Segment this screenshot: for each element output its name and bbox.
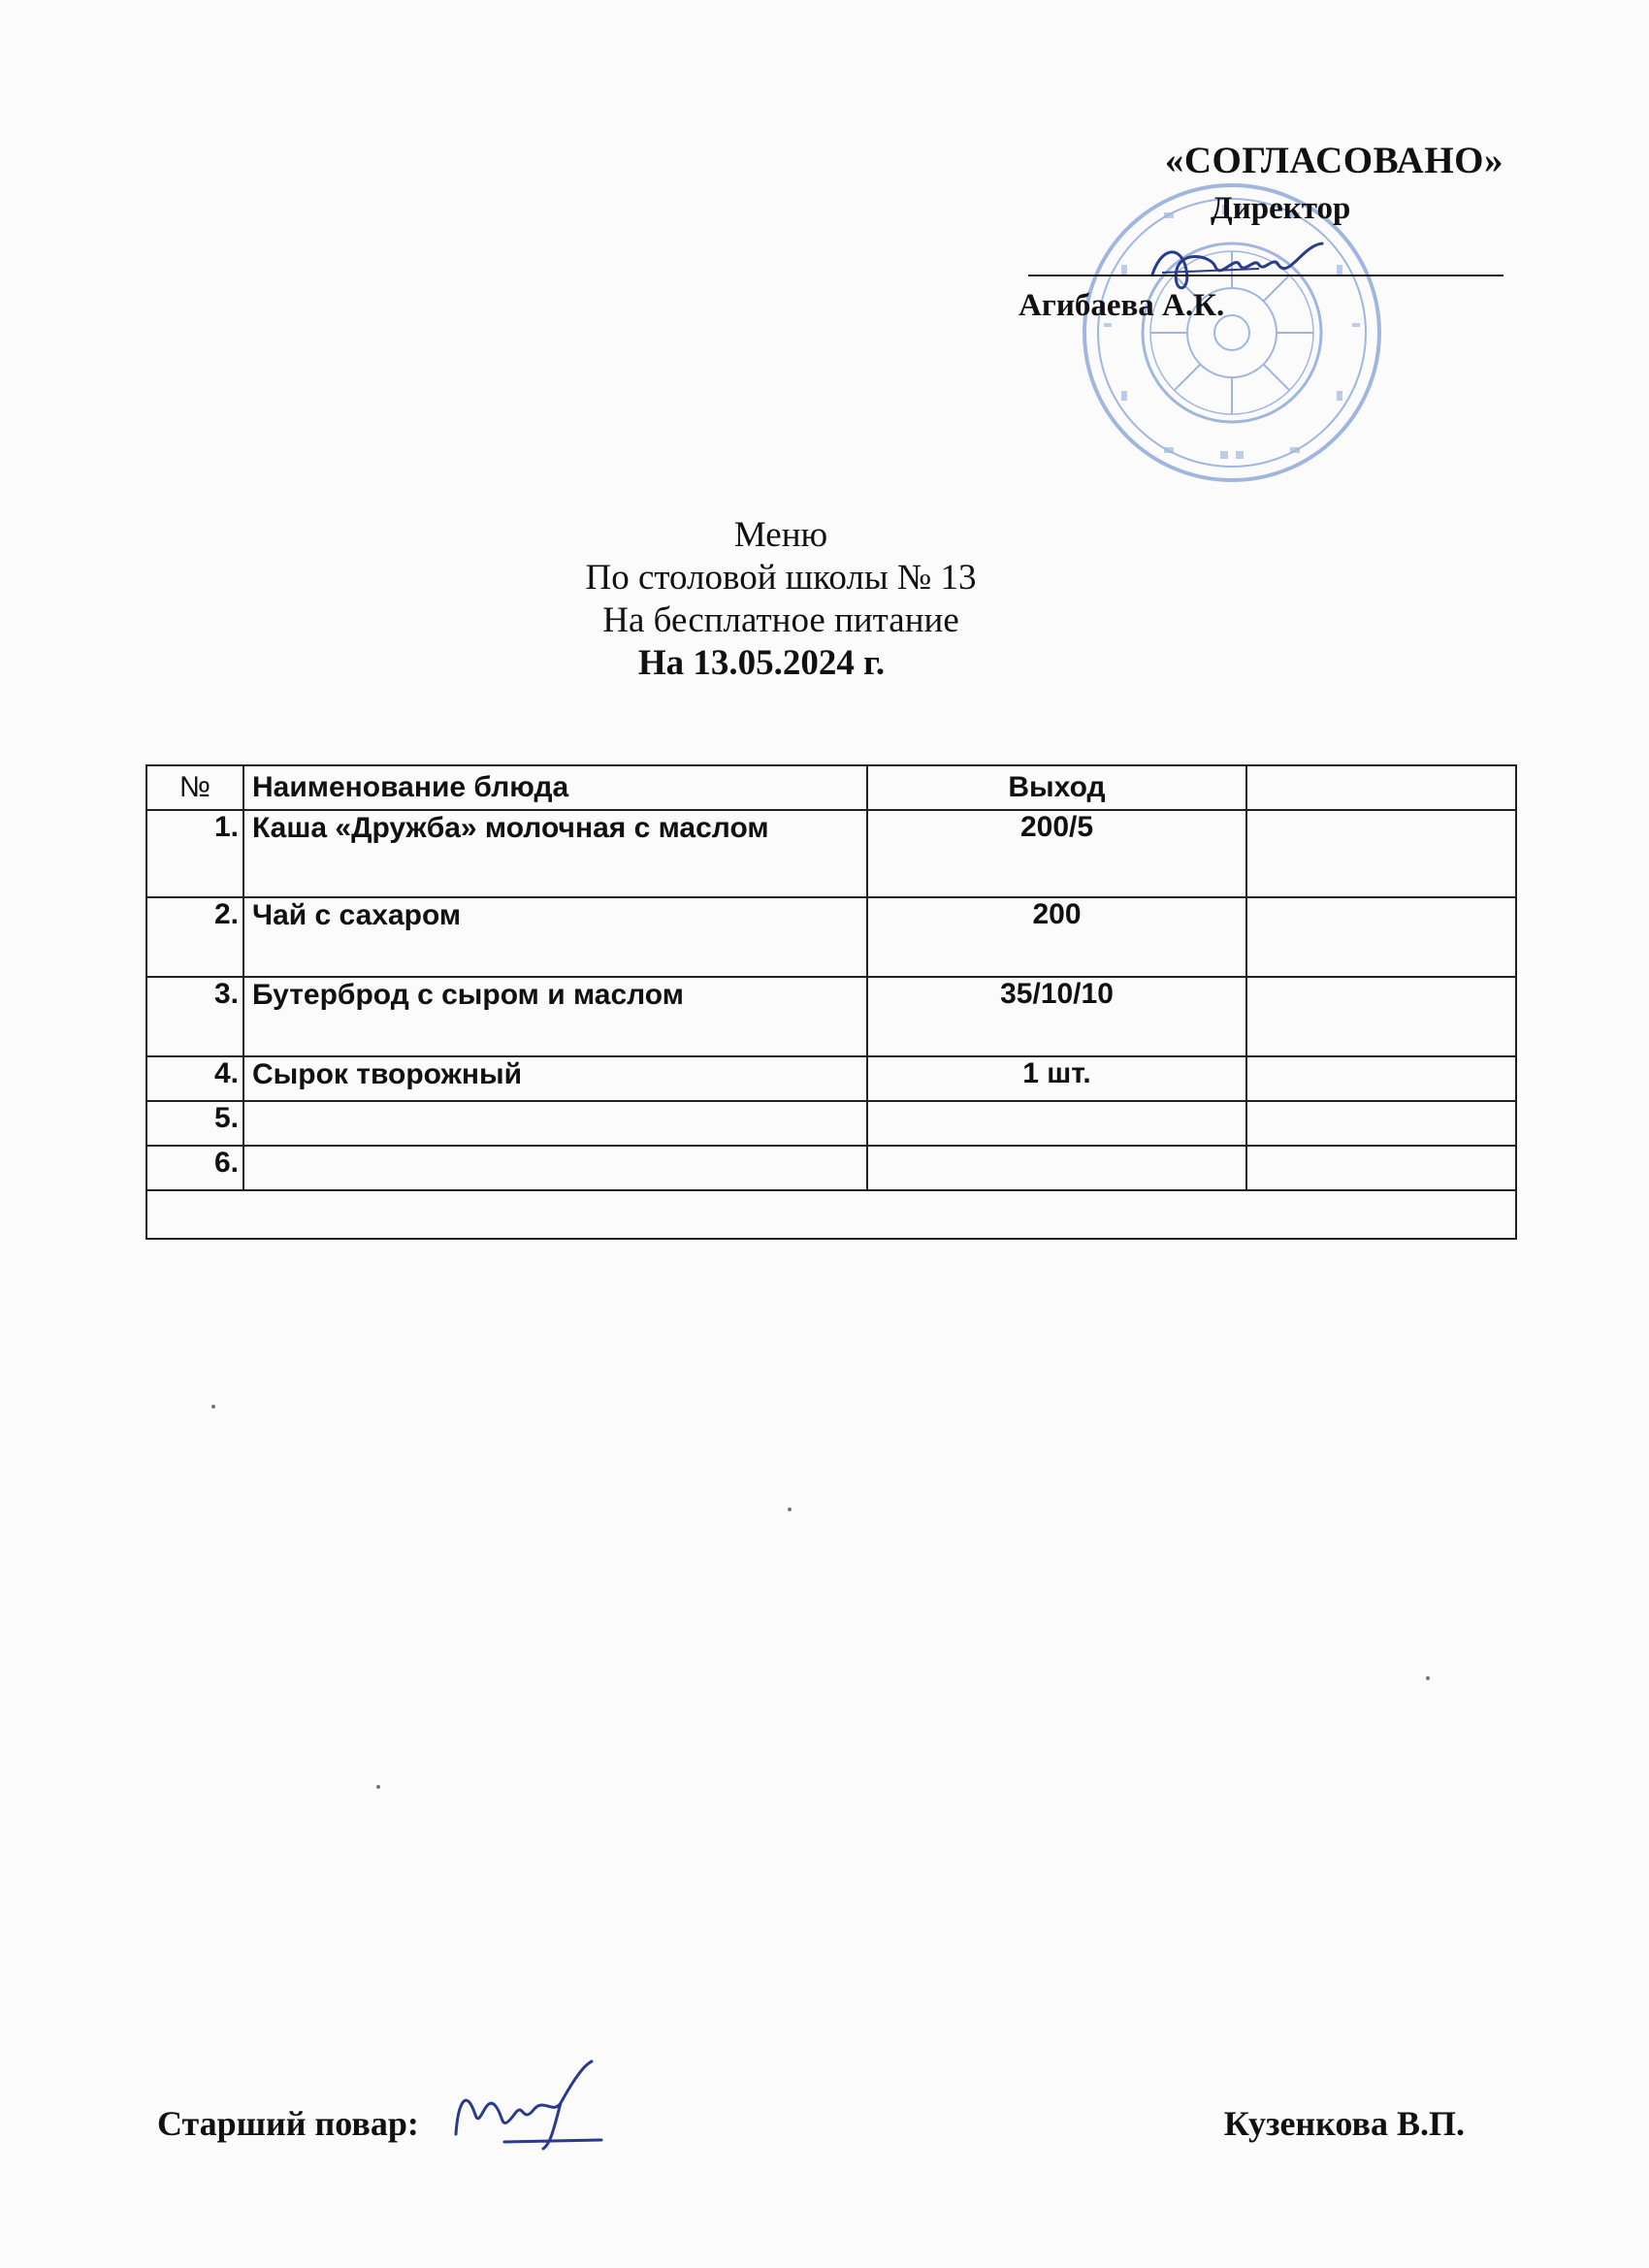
row-num: 3. [146,977,243,1056]
row-num: 4. [146,1056,243,1101]
header-dish-name: Наименование блюда [243,765,867,810]
title-free-meals: На бесплатное питание [602,600,959,640]
approval-role: Директор [1211,191,1351,226]
header-yield: Выход [867,765,1246,810]
title-menu: Меню [733,515,828,555]
title-school: По столовой школы № 13 [585,558,977,598]
handwritten-signature-icon [446,2057,611,2154]
row-dish-name: Сырок творожный [243,1056,867,1101]
row-num: 6. [146,1146,243,1190]
row-yield: 200/5 [867,810,1246,897]
row-yield [867,1101,1246,1146]
table-row [146,1056,1516,1101]
row-dish-name: Каша «Дружба» молочная с маслом [243,810,867,897]
empty-cell [146,1190,1516,1239]
row-num: 2. [146,897,243,977]
signature-line [1028,275,1504,276]
table-row [146,1101,1516,1146]
row-yield: 200 [867,897,1246,977]
table-empty-row [146,1190,1516,1239]
row-dish-name: Бутерброд с сыром и маслом [243,977,867,1056]
document-title [0,514,1649,685]
row-extra [1246,1101,1516,1146]
row-dish-name [243,1146,867,1190]
row-extra [1246,897,1516,977]
row-num: 5. [146,1101,243,1146]
table-row [146,897,1516,977]
table-row [146,810,1516,897]
row-yield [867,1146,1246,1190]
title-date: На 13.05.2024 г. [637,643,886,683]
scan-speck [1426,1676,1430,1680]
header-extra [1246,765,1516,810]
row-dish-name [243,1101,867,1146]
approval-block [999,131,1504,480]
row-extra [1246,810,1516,897]
row-extra [1246,1056,1516,1101]
scan-speck [211,1405,215,1409]
row-extra [1246,977,1516,1056]
scan-speck [788,1507,792,1511]
menu-table [146,764,1517,1240]
row-extra [1246,1146,1516,1190]
row-num: 1. [146,810,243,897]
footer-cook-label: Старший повар: [157,2104,419,2143]
table-row [146,1146,1516,1190]
approval-name: Агибаева А.К. [1018,288,1225,323]
table-row [146,977,1516,1056]
header-num: № [146,765,243,810]
row-yield: 1 шт. [867,1056,1246,1101]
footer-cook-name: Кузенкова В.П. [1223,2104,1465,2143]
row-yield: 35/10/10 [867,977,1246,1056]
approval-title: «СОГЛАСОВАНО» [1164,140,1504,181]
scan-speck [376,1785,380,1789]
row-dish-name: Чай с сахаром [243,897,867,977]
table-header-row [146,765,1516,810]
